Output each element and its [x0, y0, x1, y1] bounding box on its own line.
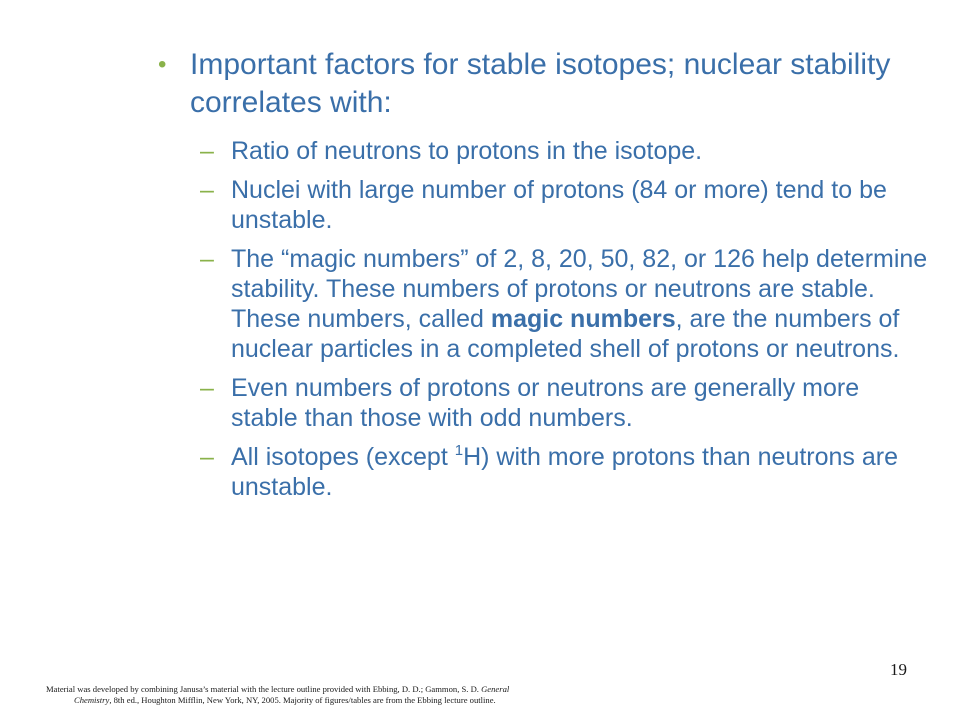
- sub-bullet-magic-numbers: [200, 244, 930, 364]
- footer-text-end: , 8th ed., Houghton Mifflin, New York, NY, 2005. Majority of figures/tables are from the Ebbing lecture outline.: [109, 695, 496, 705]
- protons-text-start: All isotopes (except: [231, 443, 455, 471]
- main-bullet: [158, 46, 928, 122]
- sub-bullet-text: Even numbers of protons or neutrons are generally more stable than those with odd numbers.: [231, 374, 860, 432]
- hydrogen-superscript: 1: [454, 442, 464, 459]
- magic-numbers-term: magic numbers: [490, 305, 676, 333]
- magic-text-start: The “magic numbers” of 2, 8, 20, 50, 82, or 126 help determine stability. These numbers of protons or neutrons are stable. These numbers, called: [231, 245, 928, 333]
- sub-bullet-more-protons: [200, 442, 930, 502]
- dash-icon: –: [200, 137, 214, 165]
- footer-line1: [46, 684, 509, 694]
- protons-text-end: H) with more protons than neutrons are unstable.: [231, 443, 898, 501]
- sub-bullet-ratio: [200, 136, 930, 166]
- footer-text: Material was developed by combining Janusa’s material with the lecture outline provided with Ebbing, D. D.; Gammon, S. D.: [46, 684, 482, 694]
- magic-text-end: , are the numbers of nuclear particles in a completed shell of protons or neutrons.: [231, 305, 900, 363]
- page-number: 19: [890, 660, 907, 679]
- sub-bullet-text: Nuclei with large number of protons (84 or more) tend to be unstable.: [231, 176, 887, 234]
- sub-bullet-text: [231, 442, 930, 502]
- dash-icon: –: [200, 245, 214, 273]
- main-bullet-text: Important factors for stable isotopes; nuclear stability correlates with:: [190, 48, 891, 119]
- dash-icon: –: [200, 443, 214, 471]
- bullet-dot-icon: •: [158, 51, 167, 78]
- sub-bullet-list: [200, 136, 930, 511]
- footer-italic-chemistry: Chemistry: [74, 695, 110, 705]
- sub-bullet-large-nuclei: [200, 175, 930, 235]
- sub-bullet-text: [231, 244, 930, 364]
- footer-italic-general: General: [481, 684, 510, 694]
- dash-icon: –: [200, 374, 214, 402]
- footer-citation: [46, 684, 686, 706]
- dash-icon: –: [200, 176, 214, 204]
- sub-bullet-text: Ratio of neutrons to protons in the isotope.: [231, 137, 703, 165]
- footer-line2: [46, 695, 686, 706]
- sub-bullet-even-numbers: [200, 373, 930, 433]
